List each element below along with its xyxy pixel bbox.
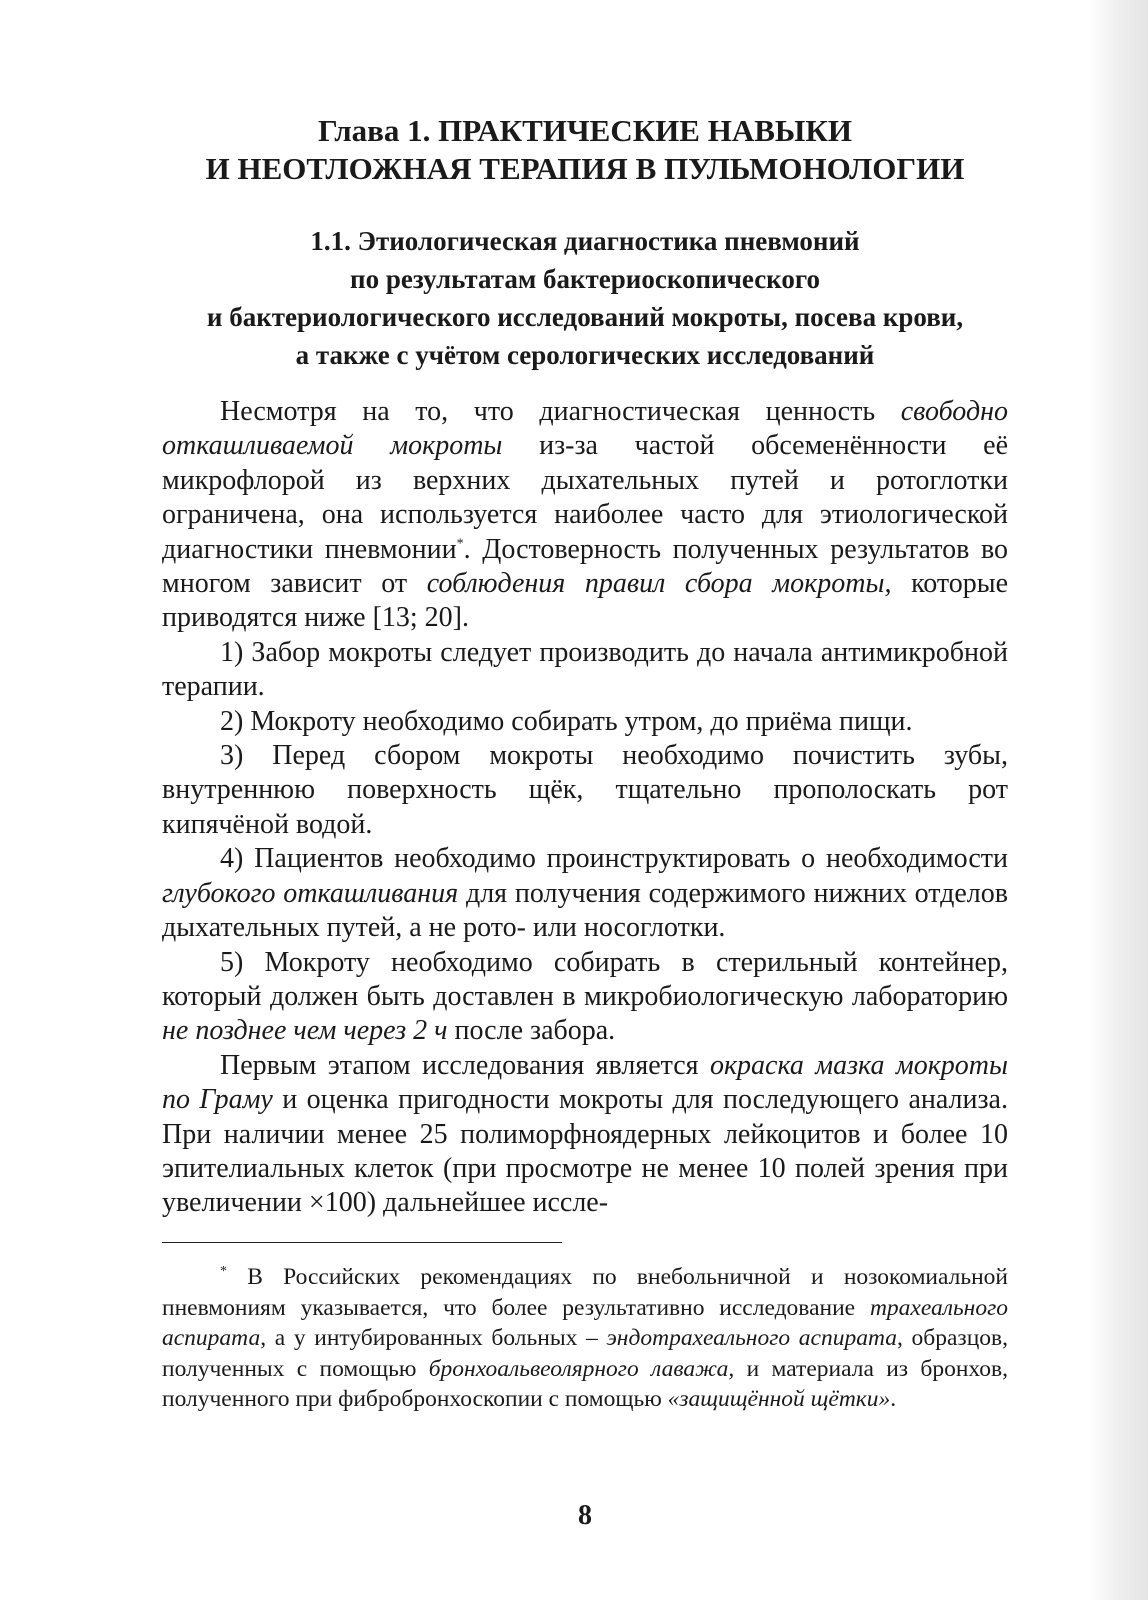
page-edge-shadow — [1090, 0, 1148, 1600]
list-item-5 — [162, 946, 1008, 1049]
chapter-title-line: И НЕОТЛОЖНАЯ ТЕРАПИЯ В ПУЛЬМОНОЛОГИИ — [205, 151, 965, 186]
footnote — [162, 1262, 1008, 1415]
book-page — [162, 0, 1008, 1600]
text-run: Первым этапом исследования является — [220, 1049, 710, 1081]
section-title-line: 1.1. Этиологическая диагностика пневмоний — [310, 226, 860, 256]
text-run: Несмотря на то, что диагностическая ценность — [220, 396, 901, 427]
text-run: 4) Пациентов необходимо проинструктировать о необходимости — [220, 843, 1008, 875]
text-run: В Российских рекомендациях по внебольничной и нозокомиальной пневмониям указывается, что более результативно исследование — [162, 1264, 1008, 1321]
footnote-mark: * — [456, 536, 464, 552]
list-item-1: 1) Забор мокроты следует производить до начала антимикробной терапии. — [162, 636, 1008, 703]
text-run: 5) Мокроту необходимо собирать в стерильный контейнер, который должен быть доставлен в микробиологическую лабораторию — [162, 946, 1008, 1012]
emphasis: свободно откашливаемой мокроты — [162, 396, 1008, 462]
chapter-title-line: Глава 1. ПРАКТИЧЕСКИЕ НАВЫКИ — [318, 113, 852, 148]
body-text — [162, 395, 1008, 1221]
text-run: из-за частой обсеменённости её микрофлорой из верхних дыхательных путей и ротоглотки ограничена, она используется наиболее часто для этиологической диагностики пневмонии — [162, 430, 1008, 565]
section-title-line: по результатам бактериоскопического — [350, 264, 820, 294]
text-run: и оценка пригодности мокроты для последующего анализа. При наличии менее 25 полиморфноядерных лейкоцитов и более 10 эпителиальных клеток (при просмотре не менее 10 полей зрения при увеличении ×100) дальнейшее иссле- — [162, 1084, 1008, 1219]
list-item-4 — [162, 842, 1008, 945]
text-run: . — [890, 1386, 897, 1412]
emphasis: трахеального аспирата — [162, 1294, 1008, 1351]
footnote-mark: * — [220, 1264, 227, 1280]
emphasis: глубокого откашливания — [162, 877, 459, 909]
text-run: , образцов, полученных с помощью — [162, 1325, 1009, 1382]
gram-paragraph — [162, 1049, 1008, 1221]
text-run: после забора. — [447, 1015, 616, 1047]
section-title — [162, 222, 1008, 374]
list-item-3: 3) Перед сбором мокроты необходимо почистить зубы, внутреннюю поверхность щёк, тщательно прополоскать рот кипячёной водой. — [162, 740, 1008, 840]
list-item-2: 2) Мокроту необходимо собирать утром, до приёма пищи. — [220, 705, 913, 737]
emphasis: «защищённой щётки» — [667, 1386, 891, 1412]
chapter-title — [162, 112, 1008, 188]
section-title-line: и бактериологического исследований мокроты, посева крови, — [206, 302, 964, 332]
text-run: для получения содержимого нижних отделов дыхательных путей, а не рото- или носоглотки. — [162, 877, 1008, 944]
section-title-line: а также с учётом серологических исследований — [295, 340, 875, 370]
emphasis: не позднее чем через 2 ч — [162, 1015, 448, 1047]
text-run: , а у интубированных больных – — [260, 1325, 607, 1351]
page-number: 8 — [578, 1500, 592, 1531]
text-run: и материала из бронхов, полученного при фибробронхоскопии с помощью — [162, 1355, 1008, 1412]
emphasis: соблюдения правил сбора мокроты, — [426, 568, 892, 600]
intro-paragraph — [162, 395, 1008, 636]
emphasis: эндотрахеального аспирата — [606, 1325, 897, 1351]
text-run: которые приводятся ниже [13; 20]. — [162, 568, 1009, 634]
text-run: . Достоверность полученных результатов во многом зависит от — [162, 533, 1009, 600]
emphasis: бронхоальвеолярного лаважа, — [428, 1355, 735, 1382]
emphasis: окраска мазка мокроты по Граму — [162, 1049, 1008, 1116]
footnote-separator — [162, 1242, 562, 1243]
